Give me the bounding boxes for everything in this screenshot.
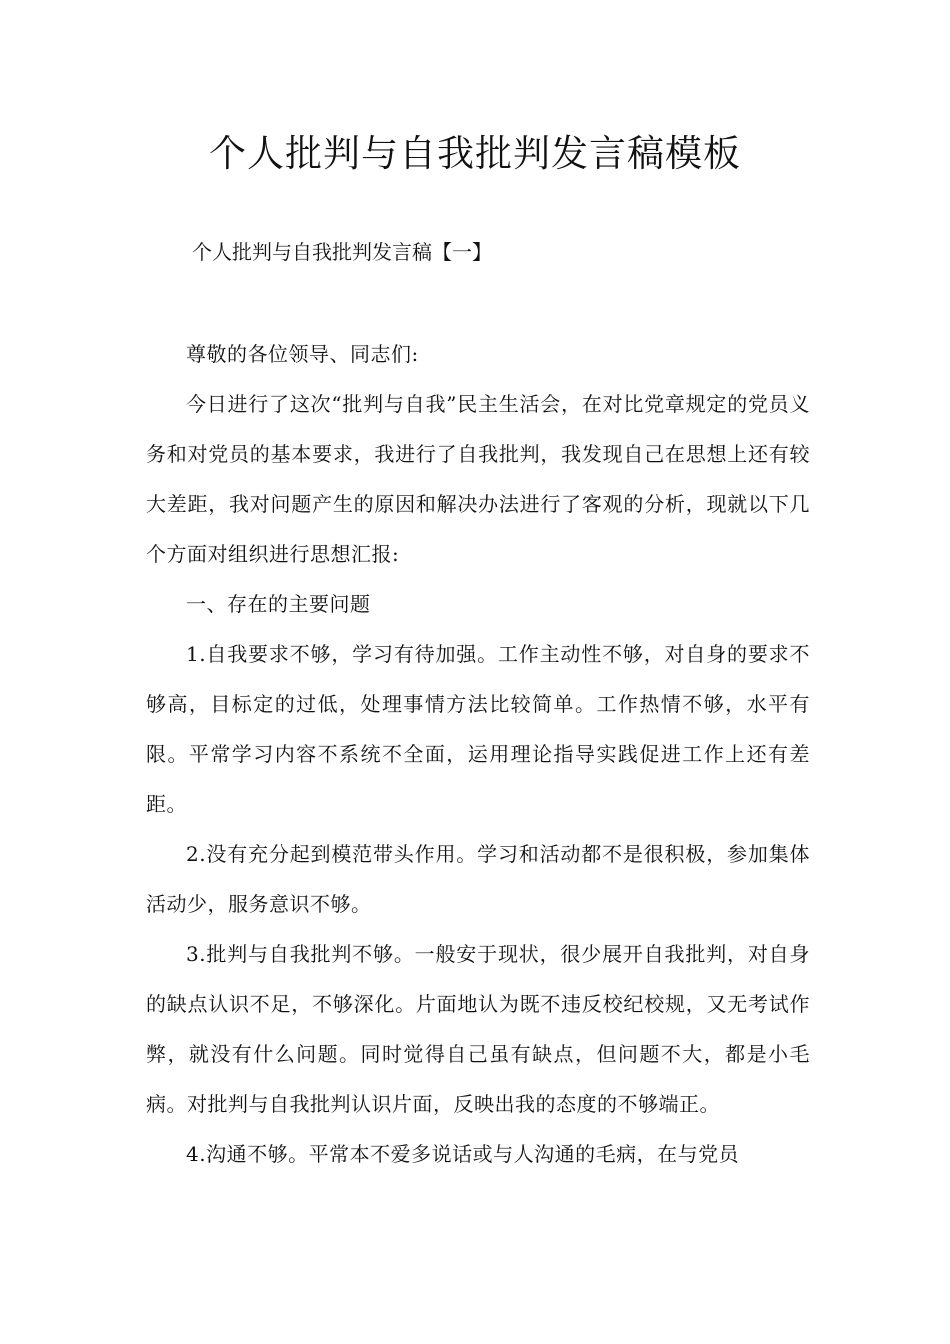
section-heading: 一、存在的主要问题 <box>186 592 371 616</box>
issue-paragraph-2: 2.没有充分起到模范带头作用。学习和活动都不是很积极，参加集体活动少，服务意识不够。 <box>146 842 810 916</box>
document-subtitle: 个人批判与自我批判发言稿【一】 <box>192 240 492 264</box>
salutation: 尊敬的各位领导、同志们: <box>186 342 419 366</box>
issue-paragraph-4: 4.沟通不够。平常本不爱多说话或与人沟通的毛病，在与党员 <box>186 1142 740 1166</box>
issue-paragraph-1: 1.自我要求不够，学习有待加强。工作主动性不够，对自身的要求不够高，目标定的过低，处理事情方法比较简单。工作热情不够，水平有限。平常学习内容不系统不全面，运用理论指导实践促进工作上还有差距。 <box>146 642 810 816</box>
intro-paragraph: 今日进行了这次“批判与自我”民主生活会，在对比党章规定的党员义务和对党员的基本要求，我进行了自我批判，我发现自己在思想上还有较大差距，我对问题产生的原因和解决办法进行了客观的分析，现就以下几个方面对组织进行思想汇报: <box>146 392 810 566</box>
document-body <box>146 329 810 1179</box>
document-title: 个人批判与自我批判发言稿模板 <box>209 132 741 175</box>
issue-paragraph-3: 3.批判与自我批判不够。一般安于现状，很少展开自我批判，对自身的缺点认识不足，不够深化。片面地认为既不违反校纪校规，又无考试作弊，就没有什么问题。同时觉得自己虽有缺点，但问题不大，都是小毛病。对批判与自我批判认识片面，反映出我的态度的不够端正。 <box>146 942 810 1116</box>
